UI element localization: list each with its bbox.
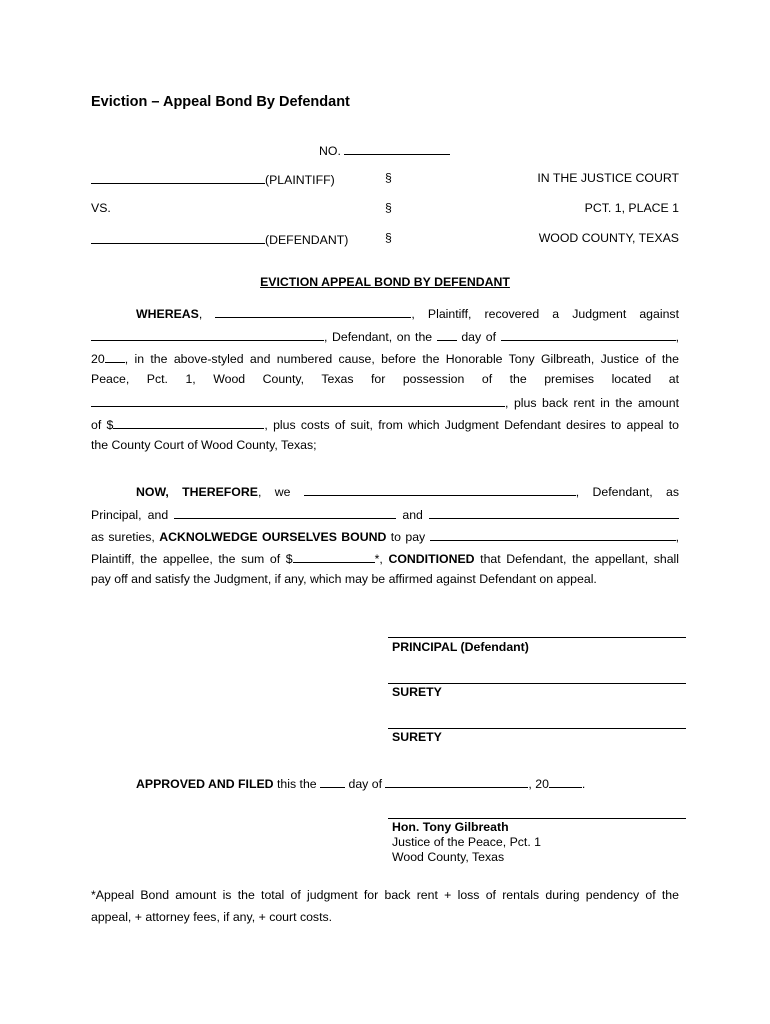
court-line-3: WOOD COUNTY, TEXAS [538, 231, 679, 245]
bond-heading: EVICTION APPEAL BOND BY DEFENDANT [260, 275, 510, 289]
back-rent-blank[interactable] [113, 416, 264, 429]
day-blank[interactable] [437, 328, 457, 341]
judge-title: Justice of the Peace, Pct. 1 [392, 835, 542, 849]
month-blank[interactable] [501, 328, 676, 341]
conditioned-label: CONDITIONED [388, 552, 475, 566]
vs-label: VS. [91, 201, 111, 215]
case-number-blank[interactable] [344, 142, 450, 155]
para1-line-1: WHEREAS, , Plaintiff, recovered a Judgment against [136, 307, 679, 321]
approved-day-blank[interactable] [320, 775, 345, 788]
surety-1-signature-line[interactable] [388, 683, 686, 684]
surety-1-blank[interactable] [174, 506, 396, 519]
judge-name: Hon. Tony Gilbreath [392, 820, 509, 834]
surety-2-blank[interactable] [429, 506, 679, 519]
surety-2-label: SURETY [392, 730, 442, 744]
para1-line-7: the County Court of Wood County, Texas; [91, 438, 317, 452]
judge-signature-line[interactable] [388, 818, 686, 819]
surety-1-label: SURETY [392, 685, 442, 699]
court-line-2: PCT. 1, PLACE 1 [584, 201, 679, 215]
section-symbol: § [385, 171, 392, 185]
case-number-label: NO. [319, 144, 341, 158]
acknowledge-label: ACKNOLWEDGE OURSELVES BOUND [159, 530, 387, 544]
now-therefore-label: NOW, THEREFORE [136, 485, 258, 499]
footnote-line-2: appeal, + attorney fees, if any, + court costs. [91, 910, 333, 924]
defendant-name-blank[interactable] [91, 328, 324, 341]
para1-line-2: , Defendant, on the day of , [91, 328, 679, 344]
defendant-label: (DEFENDANT) [265, 233, 349, 247]
approved-label: APPROVED AND FILED [136, 777, 274, 791]
whereas-label: WHEREAS [136, 307, 199, 321]
document-title: Eviction – Appeal Bond By Defendant [91, 94, 350, 110]
para1-line-4: Peace, Pct. 1, Wood County, Texas for possession of the premises located at [91, 372, 679, 386]
section-symbol: § [385, 201, 392, 215]
judge-county: Wood County, Texas [392, 850, 505, 864]
we-blank[interactable] [304, 483, 576, 496]
premises-blank[interactable] [91, 394, 505, 407]
principal-signature-line[interactable] [388, 637, 686, 638]
surety-2-signature-line[interactable] [388, 728, 686, 729]
para1-line-3: 20 , in the above-styled and numbered cause, before the Honorable Tony Gilbreath, Justice of the [91, 352, 679, 366]
para2-line-3: as sureties, ACKNOLWEDGE OURSELVES BOUND to pay , [91, 530, 679, 544]
approved-year-blank[interactable] [549, 775, 582, 788]
approved-row: APPROVED AND FILED this the day of , 20 . [136, 777, 586, 791]
case-number-row [319, 142, 450, 158]
para2-line-4: Plaintiff, the appellee, the sum of $ *, CONDITIONED that Defendant, the appellant, shall [91, 552, 680, 566]
footnote-line-1: *Appeal Bond amount is the total of judgment for back rent + loss of rentals during pendency of the [91, 888, 679, 902]
pay-to-blank[interactable] [430, 528, 676, 541]
defendant-row [91, 231, 348, 247]
plaintiff-name-blank[interactable] [215, 305, 411, 318]
bond-amount-blank[interactable] [293, 550, 375, 563]
plaintiff-label: (PLAINTIFF) [265, 173, 335, 187]
plaintiff-blank[interactable] [91, 171, 265, 184]
plaintiff-row [91, 171, 335, 187]
para2-line-2: Principal, and and [91, 506, 679, 522]
section-symbol: § [385, 231, 392, 245]
para2-line-5: pay off and satisfy the Judgment, if any, which may be affirmed against Defendant on appeal. [91, 572, 597, 586]
court-line-1: IN THE JUSTICE COURT [537, 171, 679, 185]
para1-line-5: , plus back rent in the amount [91, 394, 679, 410]
year-blank[interactable] [105, 350, 125, 363]
principal-label: PRINCIPAL (Defendant) [392, 640, 529, 654]
para1-line-6: of $ , plus costs of suit, from which Judgment Defendant desires to appeal to [91, 418, 680, 432]
para2-line-1: NOW, THEREFORE, we , Defendant, as [136, 485, 680, 499]
approved-month-blank[interactable] [385, 775, 528, 788]
defendant-blank[interactable] [91, 231, 265, 244]
